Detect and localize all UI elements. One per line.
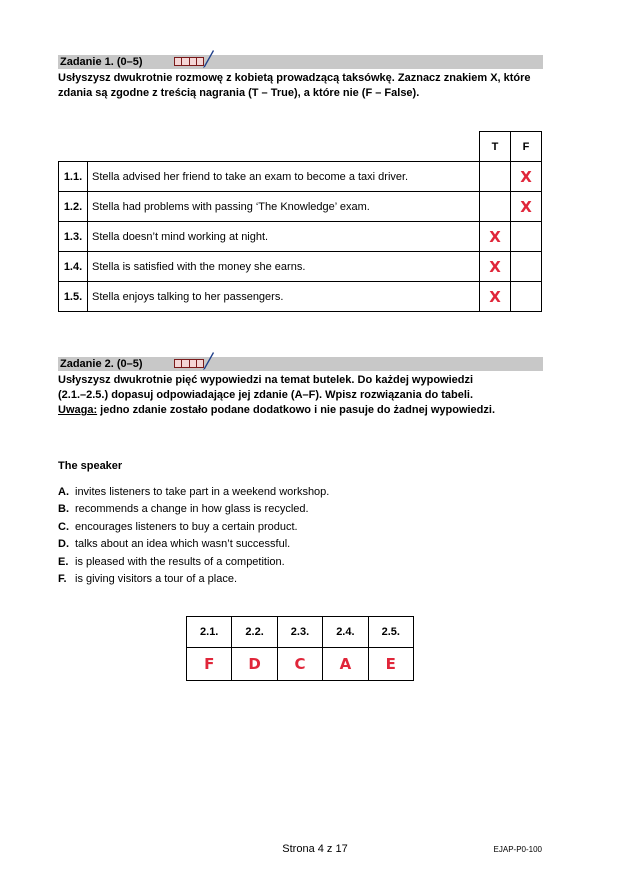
page-number: Strona 4 z 17	[282, 843, 348, 855]
instruction-line: Usłyszysz dwukrotnie pięć wypowiedzi na temat butelek. Do każdej wypowiedzi	[58, 374, 474, 386]
list-item	[58, 501, 329, 518]
table-row	[59, 222, 542, 252]
answer-cell[interactable]	[277, 648, 322, 681]
statement-text: Stella enjoys talking to her passengers.	[88, 282, 480, 312]
answer-cell-f[interactable]	[511, 252, 542, 282]
answer-header: 2.1.	[187, 617, 232, 648]
note-text: jedno zdanie zostało podane dodatkowo i nie pasuje do żadnej wypowiedzi.	[97, 404, 495, 416]
task1-title: Zadanie 1. (0–5)	[60, 56, 143, 68]
score-boxes-icon	[174, 359, 204, 368]
answer-header: 2.5.	[368, 617, 413, 648]
x-mark: X	[489, 257, 501, 276]
speaker-heading: The speaker	[58, 460, 123, 472]
table-row	[59, 162, 542, 192]
option-text: recommends a change in how glass is recycled.	[75, 503, 309, 516]
answer-letter: A	[339, 655, 352, 673]
list-item	[58, 519, 329, 536]
statement-text: Stella advised her friend to take an exam to become a taxi driver.	[88, 162, 480, 192]
answer-cell-f[interactable]	[511, 222, 542, 252]
task2-instruction	[58, 373, 543, 418]
answer-cell-t[interactable]	[480, 252, 511, 282]
answer-cell-t[interactable]	[480, 222, 511, 252]
task1-instruction: Usłyszysz dwukrotnie rozmowę z kobietą prowadzącą taksówkę. Zaznacz znakiem X, które zdania są zgodne z treścią nagrania (T – True), a które nie (F – False).	[58, 72, 531, 99]
task1-header-bar	[58, 55, 543, 69]
x-mark: X	[489, 287, 501, 306]
option-text: invites listeners to take part in a weekend workshop.	[75, 486, 330, 498]
list-item	[58, 571, 329, 588]
x-mark: X	[489, 227, 501, 246]
answer-header-row	[187, 617, 414, 648]
instruction-note	[58, 403, 543, 418]
list-item	[58, 484, 329, 501]
answer-letter: C	[294, 655, 306, 673]
answer-cell[interactable]	[232, 648, 277, 681]
answer-cell[interactable]	[368, 648, 413, 681]
list-item	[58, 536, 329, 553]
option-text: is giving visitors a tour of a place.	[75, 572, 238, 585]
document-code: EJAP-P0-100	[493, 845, 542, 854]
table-row	[59, 192, 542, 222]
row-number: 1.3.	[59, 222, 88, 252]
statement-text: Stella had problems with passing ‘The Knowledge’ exam.	[88, 192, 480, 222]
statement-text: Stella doesn’t mind working at night.	[88, 222, 480, 252]
option-letter: B.	[58, 503, 69, 516]
answer-cell-f[interactable]	[511, 282, 542, 312]
option-text: talks about an idea which wasn’t successful.	[75, 538, 291, 551]
row-number: 1.1.	[59, 162, 88, 192]
table-header-row	[59, 132, 542, 162]
answer-header: 2.4.	[323, 617, 368, 648]
answer-cell-t[interactable]	[480, 162, 511, 192]
option-text: is pleased with the results of a competition.	[75, 555, 285, 568]
answer-cell[interactable]	[187, 648, 232, 681]
x-mark: X	[520, 197, 532, 216]
answer-cell-t[interactable]	[480, 282, 511, 312]
option-letter: F.	[58, 572, 67, 585]
answer-cell-t[interactable]	[480, 192, 511, 222]
row-number: 1.5.	[59, 282, 88, 312]
answer-cell[interactable]	[323, 648, 368, 681]
option-text: encourages listeners to buy a certain product.	[75, 520, 298, 533]
list-item	[58, 554, 329, 571]
column-f-header: F	[511, 132, 542, 162]
instruction-line: (2.1.–2.5.) dopasuj odpowiadające jej zdanie (A–F). Wpisz rozwiązania do tabeli.	[58, 389, 474, 401]
row-number: 1.2.	[59, 192, 88, 222]
table-row	[59, 252, 542, 282]
note-label: Uwaga:	[58, 404, 98, 416]
pen-icon	[201, 49, 215, 69]
task2-header-bar	[58, 357, 543, 371]
option-letter: A.	[58, 486, 69, 498]
row-number: 1.4.	[59, 252, 88, 282]
answer-letter: D	[248, 655, 261, 673]
table-row	[59, 282, 542, 312]
option-letter: C.	[58, 520, 69, 533]
task2-title: Zadanie 2. (0–5)	[60, 358, 143, 370]
x-mark: X	[520, 167, 532, 186]
column-t-header: T	[480, 132, 511, 162]
options-list	[58, 484, 329, 588]
statement-text: Stella is satisfied with the money she earns.	[88, 252, 480, 282]
answer-cell-f[interactable]	[511, 162, 542, 192]
pen-icon	[201, 351, 215, 371]
answer-cell-f[interactable]	[511, 192, 542, 222]
answer-header: 2.2.	[232, 617, 277, 648]
answer-letter: F	[204, 655, 215, 673]
answer-table	[186, 616, 414, 681]
option-letter: D.	[58, 538, 69, 551]
answer-row	[187, 648, 414, 681]
answer-letter: E	[385, 655, 396, 673]
option-letter: E.	[58, 555, 69, 568]
answer-header: 2.3.	[277, 617, 322, 648]
score-boxes-icon	[174, 57, 204, 66]
true-false-table	[58, 131, 542, 312]
